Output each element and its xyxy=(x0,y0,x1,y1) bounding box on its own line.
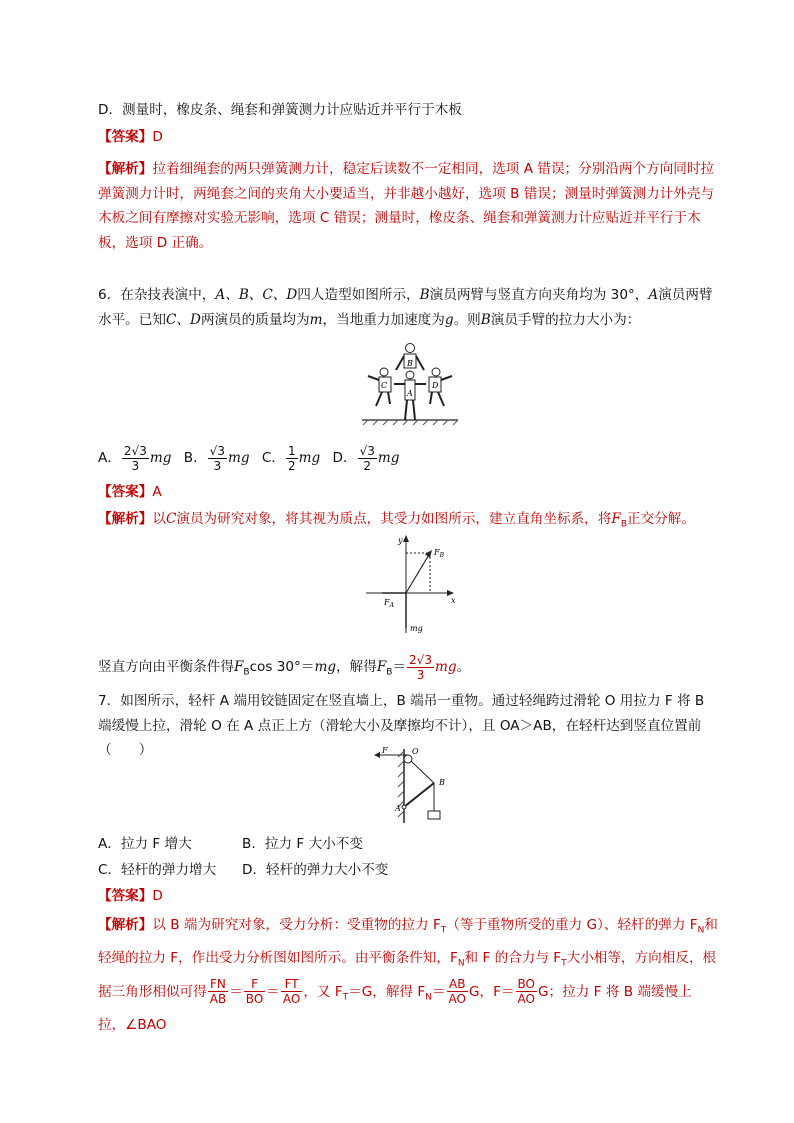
stem-part: 演员两臂水平。已知 xyxy=(98,287,713,328)
denominator: 2 xyxy=(363,458,372,473)
stem-part: 演员手臂的拉力大小为： xyxy=(490,311,641,328)
q7-option-b: B．拉力 F 大小不变 xyxy=(242,836,363,852)
eq-part: 竖直方向由平衡条件得 xyxy=(98,659,234,675)
numerator: BO xyxy=(517,977,535,992)
option-unit: mg xyxy=(227,450,250,466)
eq-sub: B xyxy=(386,667,393,678)
option-fraction xyxy=(208,444,227,473)
stem-part: 6．在杂技表演中， xyxy=(98,287,216,303)
fraction-fn-ab xyxy=(208,977,228,1006)
analysis-sub: N xyxy=(697,925,705,936)
analysis-text xyxy=(152,511,695,530)
analysis-part: 以 xyxy=(152,511,166,527)
analysis-text: 拉着细绳套的两只弹簧测力计，稳定后读数不一定相同，选项 A 错误；分别沿两个方向同时拉弹簧测力计时，两绳套之间的夹角大小要适当，并非越小越好，选项 B 错误；测量时弹簧测力计外壳与木板之间有摩擦对实验无影响，选项 C 错误；测量时，橡皮条、绳套和弹簧测力计应贴近并平行于木板，选项 D 正确。 xyxy=(98,161,715,251)
q7-options-row2 xyxy=(98,858,718,883)
eq-part: ，解得 xyxy=(336,659,377,675)
figure-label-c: C xyxy=(381,381,388,390)
analysis-sub: T xyxy=(342,992,349,1003)
q5-answer xyxy=(98,125,718,150)
numerator: FT xyxy=(281,977,302,992)
denominator: AO xyxy=(282,992,301,1007)
option-letter: C． xyxy=(261,450,285,466)
analysis-tag: 【解析】 xyxy=(98,161,153,177)
analysis-part: 和 F 的合力与 F xyxy=(464,949,562,966)
pulley-label-o: O xyxy=(412,747,419,756)
option xyxy=(98,443,172,473)
stem-var: m xyxy=(309,311,323,328)
q7-option-c: C．轻杆的弹力增大 xyxy=(98,862,217,878)
answer-tag: 【答案】 xyxy=(98,484,153,500)
eq-part: cos 30°＝ xyxy=(249,659,315,675)
analysis-part: 和轻绳的拉力 F，作出受力分析图如图所示。由平衡条件知，F xyxy=(98,917,718,966)
numerator: AB xyxy=(447,977,468,992)
numerator: FN xyxy=(208,977,228,992)
analysis-part: G，F＝ xyxy=(468,983,515,1000)
numerator: 1 xyxy=(287,443,296,458)
stem-var: A xyxy=(648,287,659,303)
analysis-tag: 【解析】 xyxy=(98,511,153,527)
analysis-part: G；拉力 F 将 B 端缓慢上拉，∠BAO xyxy=(98,983,692,1033)
q6-options xyxy=(98,438,718,478)
analysis-part: ＝G，解得 F xyxy=(348,983,426,1000)
analysis-sub: T xyxy=(440,925,447,936)
analysis-part: （等于重物所受的重力 G）、轻杆的弹力 F xyxy=(446,917,698,933)
option xyxy=(183,443,250,473)
equals: ＝ xyxy=(229,983,243,1000)
analysis-var: C xyxy=(165,511,177,527)
force-label-fb xyxy=(433,548,445,559)
option xyxy=(261,443,321,473)
stem-var: C、D xyxy=(165,311,201,328)
force-label-fb-main: F xyxy=(434,548,440,557)
stem-var: g xyxy=(444,311,454,328)
figure-label-a: A xyxy=(407,389,413,398)
option-letter: D． xyxy=(332,450,357,466)
q6-answer xyxy=(98,480,718,505)
option-unit: mg xyxy=(149,450,172,466)
q7-option-a: A．拉力 F 增大 xyxy=(98,836,192,852)
acrobat-figure xyxy=(360,340,460,426)
stem-part: 两演员的质量均为 xyxy=(200,311,310,328)
axis-label-y: y xyxy=(398,536,403,545)
figure-label-d: D xyxy=(432,381,439,390)
stem-part: ，当地重力加速度为 xyxy=(322,311,445,328)
q7-answer xyxy=(98,884,718,909)
denominator: 3 xyxy=(213,458,222,473)
analysis-part: 以 B 端为研究对象，受力分析：受重物的拉力 F xyxy=(152,917,441,933)
denominator: AO xyxy=(448,992,466,1007)
eq-var: F xyxy=(376,659,387,675)
denominator: AO xyxy=(517,992,535,1007)
q7-option-d: D．轻杆的弹力大小不变 xyxy=(242,862,389,878)
q7-options-row1 xyxy=(98,832,718,857)
denominator: AB xyxy=(209,992,227,1007)
force-label-fa xyxy=(383,598,395,609)
denominator: 3 xyxy=(131,458,140,473)
force-label-fa-main: F xyxy=(384,598,390,607)
eq-var: mg xyxy=(434,659,457,675)
denominator: 2 xyxy=(287,458,296,473)
analysis-part: 大小相等，方向相反，根据三角形相似可得 xyxy=(98,949,717,1000)
option-letter: A． xyxy=(98,450,121,466)
eq-fraction xyxy=(407,653,434,682)
analysis-sub: T xyxy=(561,958,567,969)
stem-part: 。则 xyxy=(453,311,481,328)
eq-part: 。 xyxy=(456,659,471,675)
analysis-sub: N xyxy=(425,992,432,1003)
option-unit: mg xyxy=(298,450,321,466)
analysis-text xyxy=(98,917,718,1033)
analysis-tag: 【解析】 xyxy=(98,917,153,933)
force-label-fa-sub: A xyxy=(389,602,394,609)
fraction-f-bo xyxy=(244,977,265,1006)
analysis-part: ，又 F xyxy=(303,983,343,1000)
stem-var: B xyxy=(480,311,491,328)
q6-stem xyxy=(98,283,718,332)
force-label-fb-sub: B xyxy=(439,552,444,559)
pulley-label-a: A xyxy=(395,804,401,813)
force-diagram xyxy=(362,533,462,637)
analysis-sub: N xyxy=(457,958,465,969)
option-fraction xyxy=(286,444,298,473)
option xyxy=(332,443,400,473)
q5-analysis xyxy=(98,157,718,255)
numerator: 2√3 xyxy=(409,652,432,667)
analysis-part: 正交分解。 xyxy=(627,511,695,527)
stem-vars: A、B、C、D xyxy=(215,287,298,303)
analysis-var: F xyxy=(611,511,621,527)
answer-value: D xyxy=(152,129,163,145)
figure-label-b: B xyxy=(407,359,413,368)
eq-part: ＝ xyxy=(392,659,407,675)
option-fraction xyxy=(358,444,377,473)
pulley-figure xyxy=(364,745,450,825)
stem-part: 四人造型如图所示， xyxy=(297,287,420,303)
numerator: 2√3 xyxy=(123,443,147,458)
analysis-part: ＝ xyxy=(431,983,446,1000)
option-fraction xyxy=(122,444,149,473)
pulley-label-f: F xyxy=(382,746,388,755)
fraction-ft-ao xyxy=(281,977,302,1006)
eq-var: F xyxy=(233,659,244,675)
analysis-part: 演员为研究对象，将其视为质点，其受力如图所示，建立直角坐标系，将 xyxy=(176,511,612,527)
answer-value: D xyxy=(152,888,163,904)
numerator: F xyxy=(244,977,265,992)
answer-value: A xyxy=(152,484,162,500)
eq-sub: B xyxy=(243,667,250,678)
analysis-sub: B xyxy=(620,519,627,530)
pulley-label-b: B xyxy=(439,778,445,787)
denominator: 3 xyxy=(416,667,425,682)
force-label-mg: mg xyxy=(410,624,423,633)
equals: ＝ xyxy=(266,983,280,1000)
axis-label-x: x xyxy=(451,596,456,605)
fraction-ab-ao xyxy=(447,977,468,1006)
answer-tag: 【答案】 xyxy=(98,129,153,145)
numerator: √3 xyxy=(209,443,225,458)
eq-var: mg xyxy=(314,659,337,675)
q6-equation xyxy=(98,650,718,690)
denominator: BO xyxy=(245,992,264,1007)
q5-option-d: D．测量时，橡皮条、绳套和弹簧测力计应贴近并平行于木板 xyxy=(98,102,462,118)
option-letter: B． xyxy=(183,450,207,466)
stem-var: B xyxy=(419,287,430,303)
option-unit: mg xyxy=(377,450,400,466)
fraction-bo-ao xyxy=(516,977,537,1006)
answer-tag: 【答案】 xyxy=(98,888,153,904)
q7-analysis xyxy=(98,912,718,1039)
stem-part: 演员两臂与竖直方向夹角均为 30°， xyxy=(429,287,649,303)
numerator: √3 xyxy=(359,443,375,458)
q7-stem: 7．如图所示，轻杆 A 端用铰链固定在竖直墙上，B 端吊一重物。通过轻绳跨过滑轮 O 用拉力 F 将 B 端缓慢上拉，滑轮 O 在 A 点正上方（滑轮大小及摩擦均不计），且 OA＞AB，在轻杆达到竖直位置前（ ） xyxy=(98,693,705,758)
